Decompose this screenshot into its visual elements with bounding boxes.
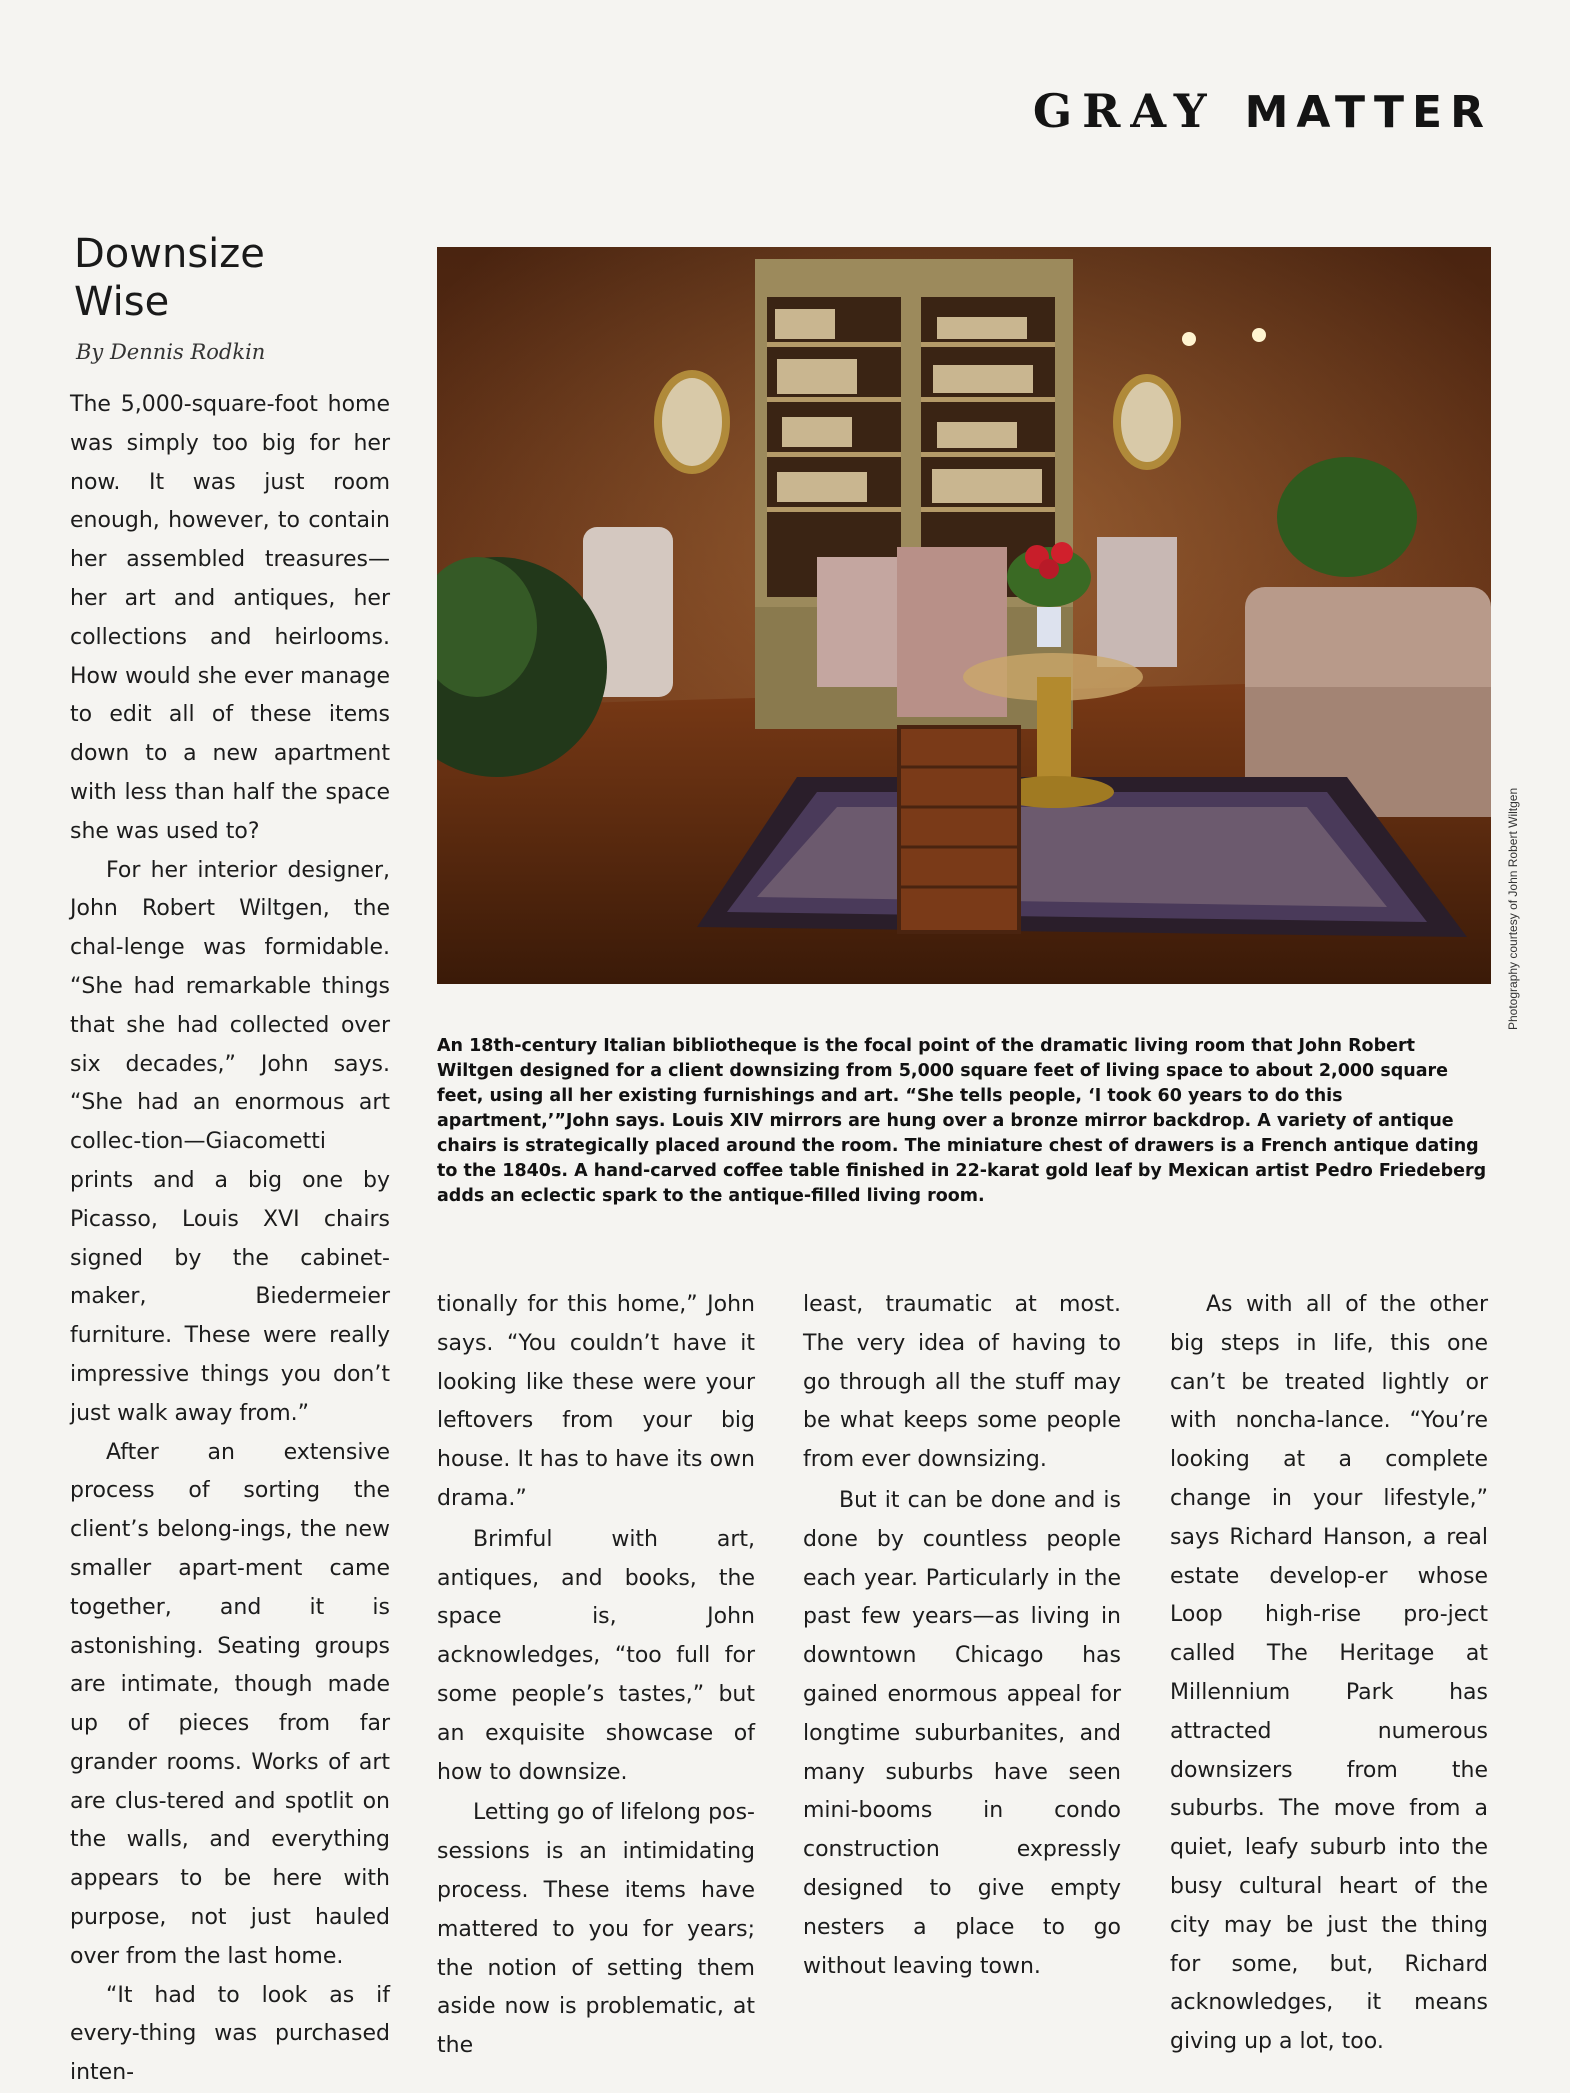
section-header-word2: MATTER xyxy=(1244,87,1492,138)
section-header-word1: GRAY xyxy=(1032,84,1217,138)
paragraph: Brimful with art, antiques, and books, the space is, John acknowledges, “too full for some people’s tastes,” but an exquisite showcase of how to downsize. xyxy=(437,1526,755,1785)
paragraph: The 5,000-square-foot home was simply too big for her now. It was just room enough, however, to contain her assembled treasures—her art and antiques, her collections and heirlooms. How would she ever manage to edit all of these items down to a new apartment with less than half the space she was used to? xyxy=(70,392,390,844)
paragraph: tionally for this home,” John says. “You couldn’t have it looking like these were your leftovers from your big house. It has to have its own drama.” xyxy=(437,1292,755,1511)
section-header xyxy=(1033,84,1492,138)
photo-credit: Photography courtesy of John Robert Wiltgen xyxy=(1506,787,1520,1030)
photo-caption: An 18th-century Italian bibliotheque is the focal point of the dramatic living room that John Robert Wiltgen designed for a client downsizing from 5,000 square feet of living space to about 2,000 square feet, using all her existing furnishings and art. “She tells people, ‘I took 60 years to do this apartment,’”John says. Louis XIV mirrors are hung over a bronze mirror backdrop. A variety of antique chairs is strategically placed around the room. The miniature chest of drawers is a French antique dating to the 1840s. A hand-carved coffee table finished in 22-karat gold leaf by Mexican artist Pedro Friedeberg adds an eclectic spark to the antique-filled living room. xyxy=(437,1036,1487,1206)
paragraph: But it can be done and is done by countless people each year. Particularly in the past few years—as living in downtown Chicago has gained enormous appeal for longtime suburbanites, and many suburbs have seen mini-booms in condo construction expressly designed to give empty nesters a place to go without leaving town. xyxy=(803,1487,1121,1979)
paragraph: Letting go of lifelong pos-sessions is an intimidating process. These items have mattered to you for years; the notion of setting them aside now is problematic, at the xyxy=(437,1800,755,2059)
paragraph: “It had to look as if every-thing was purchased inten- xyxy=(70,1982,390,2086)
body-column-3 xyxy=(803,1286,1121,1986)
paragraph: least, traumatic at most. The very idea of having to go through all the stuff may be what keeps some people from ever downsizing. xyxy=(803,1292,1121,1473)
byline: By Dennis Rodkin xyxy=(76,340,266,364)
article-title-line2: Wise xyxy=(74,279,170,325)
living-room-photo xyxy=(437,247,1491,984)
paragraph: As with all of the other big steps in life, this one can’t be treated lightly or with noncha-lance. “You’re looking at a complete change in your lifestyle,” says Richard Hanson, a real estate develop-er whose Loop high-rise pro-ject called The Heritage at Millennium Park has attracted numerous downsizers from the suburbs. The move from a quiet, leafy suburb into the busy cultural heart of the city may be just the thing for some, but, Richard acknowledges, it means giving up a lot, too. xyxy=(1170,1292,1488,2055)
body-column-1 xyxy=(70,386,390,2093)
article-title xyxy=(74,230,265,326)
article-title-line1: Downsize xyxy=(74,231,265,277)
paragraph: After an extensive process of sorting the client’s belong-ings, the new smaller apart-ment came together, and it is astonishing. Seating groups are intimate, though made up of pieces from far grander rooms. Works of art are clus-tered and spotlit on the walls, and everything appears to be here with purpose, not just hauled over from the last home. xyxy=(70,1439,390,1969)
paragraph: For her interior designer, John Robert Wiltgen, the chal-lenge was formidable. “She had remarkable things that she had collected over six decades,” John says. “She had an enormous art collec-tion—Giacometti prints and a big one by Picasso, Louis XVI chairs signed by the cabinet-maker, Biedermeier furniture. These were really impressive things you don’t just walk away from.” xyxy=(70,857,390,1426)
body-column-2 xyxy=(437,1286,755,2066)
body-column-4 xyxy=(1170,1286,1488,2062)
